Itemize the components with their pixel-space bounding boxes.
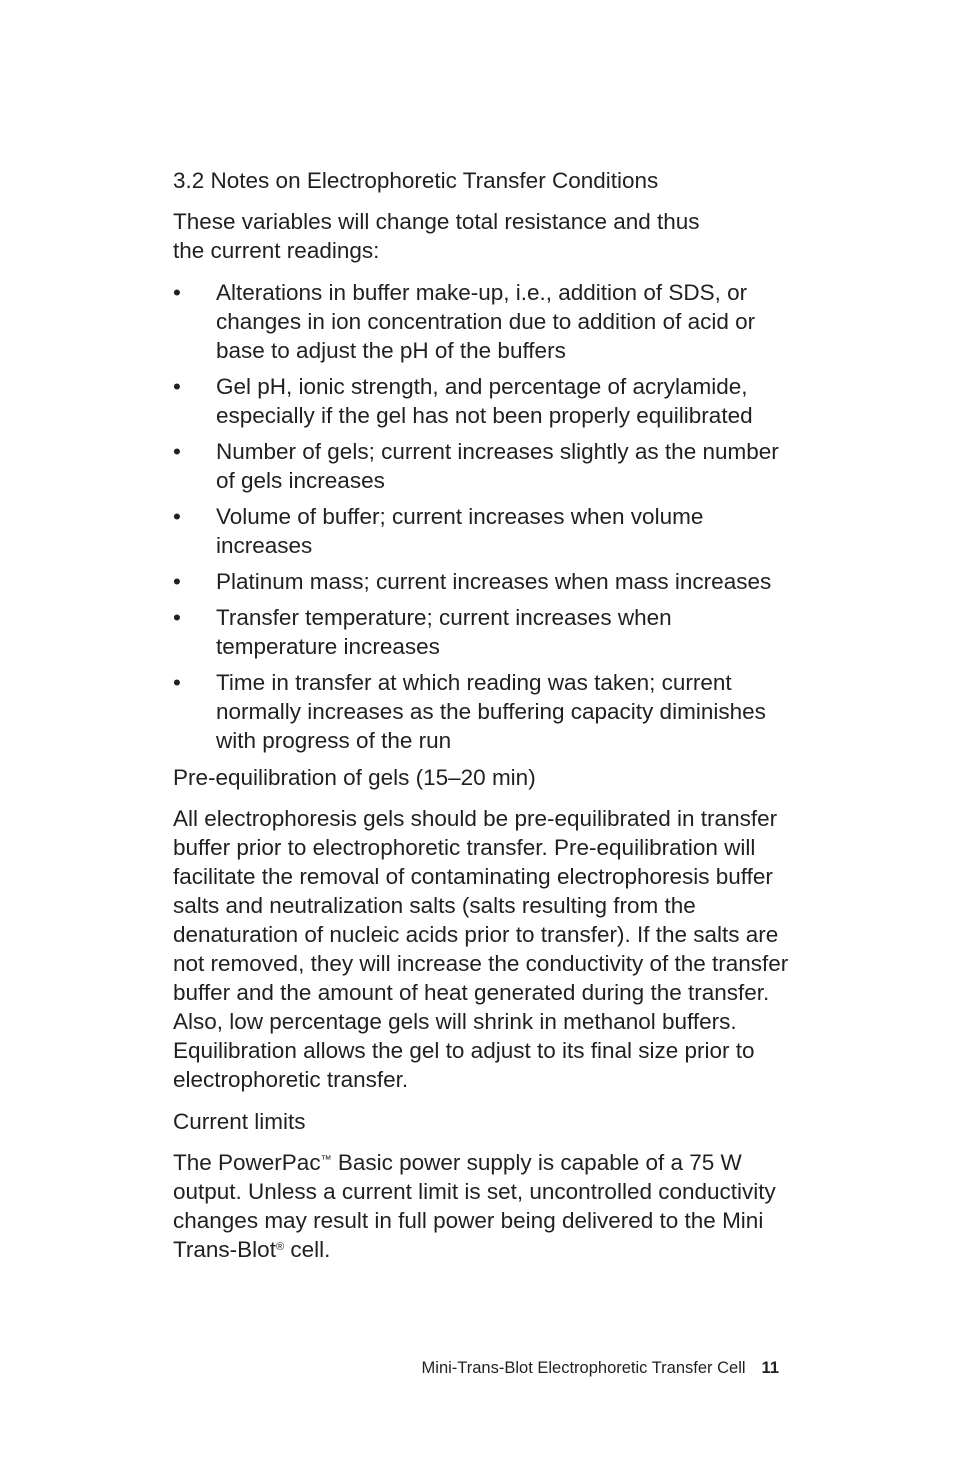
pre-equilibration-heading: Pre-equilibration of gels (15–20 min) xyxy=(173,765,536,790)
section-heading: 3.2 Notes on Electrophoretic Transfer Conditions xyxy=(173,168,659,193)
bullet-icon: • xyxy=(173,439,181,464)
current-limits-heading: Current limits xyxy=(173,1109,306,1134)
list-item xyxy=(173,278,793,365)
bullet-icon: • xyxy=(173,374,181,399)
list-item-text: Number of gels; current increases slightly as the number of gels increases xyxy=(216,439,779,493)
list-item xyxy=(173,502,793,560)
page-footer xyxy=(422,1356,779,1380)
page-number: 11 xyxy=(761,1359,779,1377)
lead-statement xyxy=(173,207,793,265)
list-item xyxy=(173,437,793,495)
bullet-icon: • xyxy=(173,504,181,529)
list-item xyxy=(173,567,793,596)
current-limits-text-1: The PowerPac xyxy=(173,1150,321,1175)
lead-line-1: These variables will change total resistance and thus xyxy=(173,209,700,234)
current-limits-text-2: Basic power supply is capable of a 75 W output. Unless a current limit is set, uncontrolled conductivity changes may result in full power being delivered to the Mini Trans-Blot xyxy=(173,1150,776,1262)
trademark-symbol: ™ xyxy=(320,1154,332,1166)
list-item xyxy=(173,668,793,755)
list-item xyxy=(173,372,793,430)
page-content xyxy=(173,166,793,1277)
current-limits-paragraph xyxy=(173,1148,793,1264)
footer-title: Mini-Trans-Blot Electrophoretic Transfer Cell xyxy=(421,1359,746,1377)
list-item xyxy=(173,603,793,661)
bullet-icon: • xyxy=(173,569,181,594)
list-item-text: Volume of buffer; current increases when volume increases xyxy=(216,504,704,558)
bullet-icon: • xyxy=(173,670,181,695)
bullet-icon: • xyxy=(173,605,181,630)
list-item-text: Alterations in buffer make-up, i.e., addition of SDS, or changes in ion concentration due to addition of acid or base to adjust the pH of the buffers xyxy=(216,280,756,363)
current-limits-text-3: cell. xyxy=(284,1237,331,1262)
lead-line-2: the current readings: xyxy=(173,238,380,263)
list-item-text: Transfer temperature; current increases when temperature increases xyxy=(216,605,672,659)
list-item-text: Platinum mass; current increases when mass increases xyxy=(216,569,772,594)
variables-list xyxy=(173,278,793,755)
pre-equilibration-paragraph: All electrophoresis gels should be pre-equilibrated in transfer buffer prior to electrophoretic transfer. Pre-equilibration will facilitate the removal of contaminating electrophoresis buffer salts and neutralization salts (salts resulting from the denaturation of nucleic acids prior to transfer). If the salts are not removed, they will increase the conductivity of the transfer buffer and the amount of heat generated during the transfer. Also, low percentage gels will shrink in methanol buffers. Equilibration allows the gel to adjust to its final size prior to electrophoretic transfer. xyxy=(173,806,789,1092)
list-item-text: Gel pH, ionic strength, and percentage of acrylamide, especially if the gel has not been properly equilibrated xyxy=(216,374,753,428)
bullet-icon: • xyxy=(173,280,181,305)
registered-symbol: ® xyxy=(275,1241,285,1253)
list-item-text: Time in transfer at which reading was taken; current normally increases as the buffering capacity diminishes with progress of the run xyxy=(216,670,766,753)
